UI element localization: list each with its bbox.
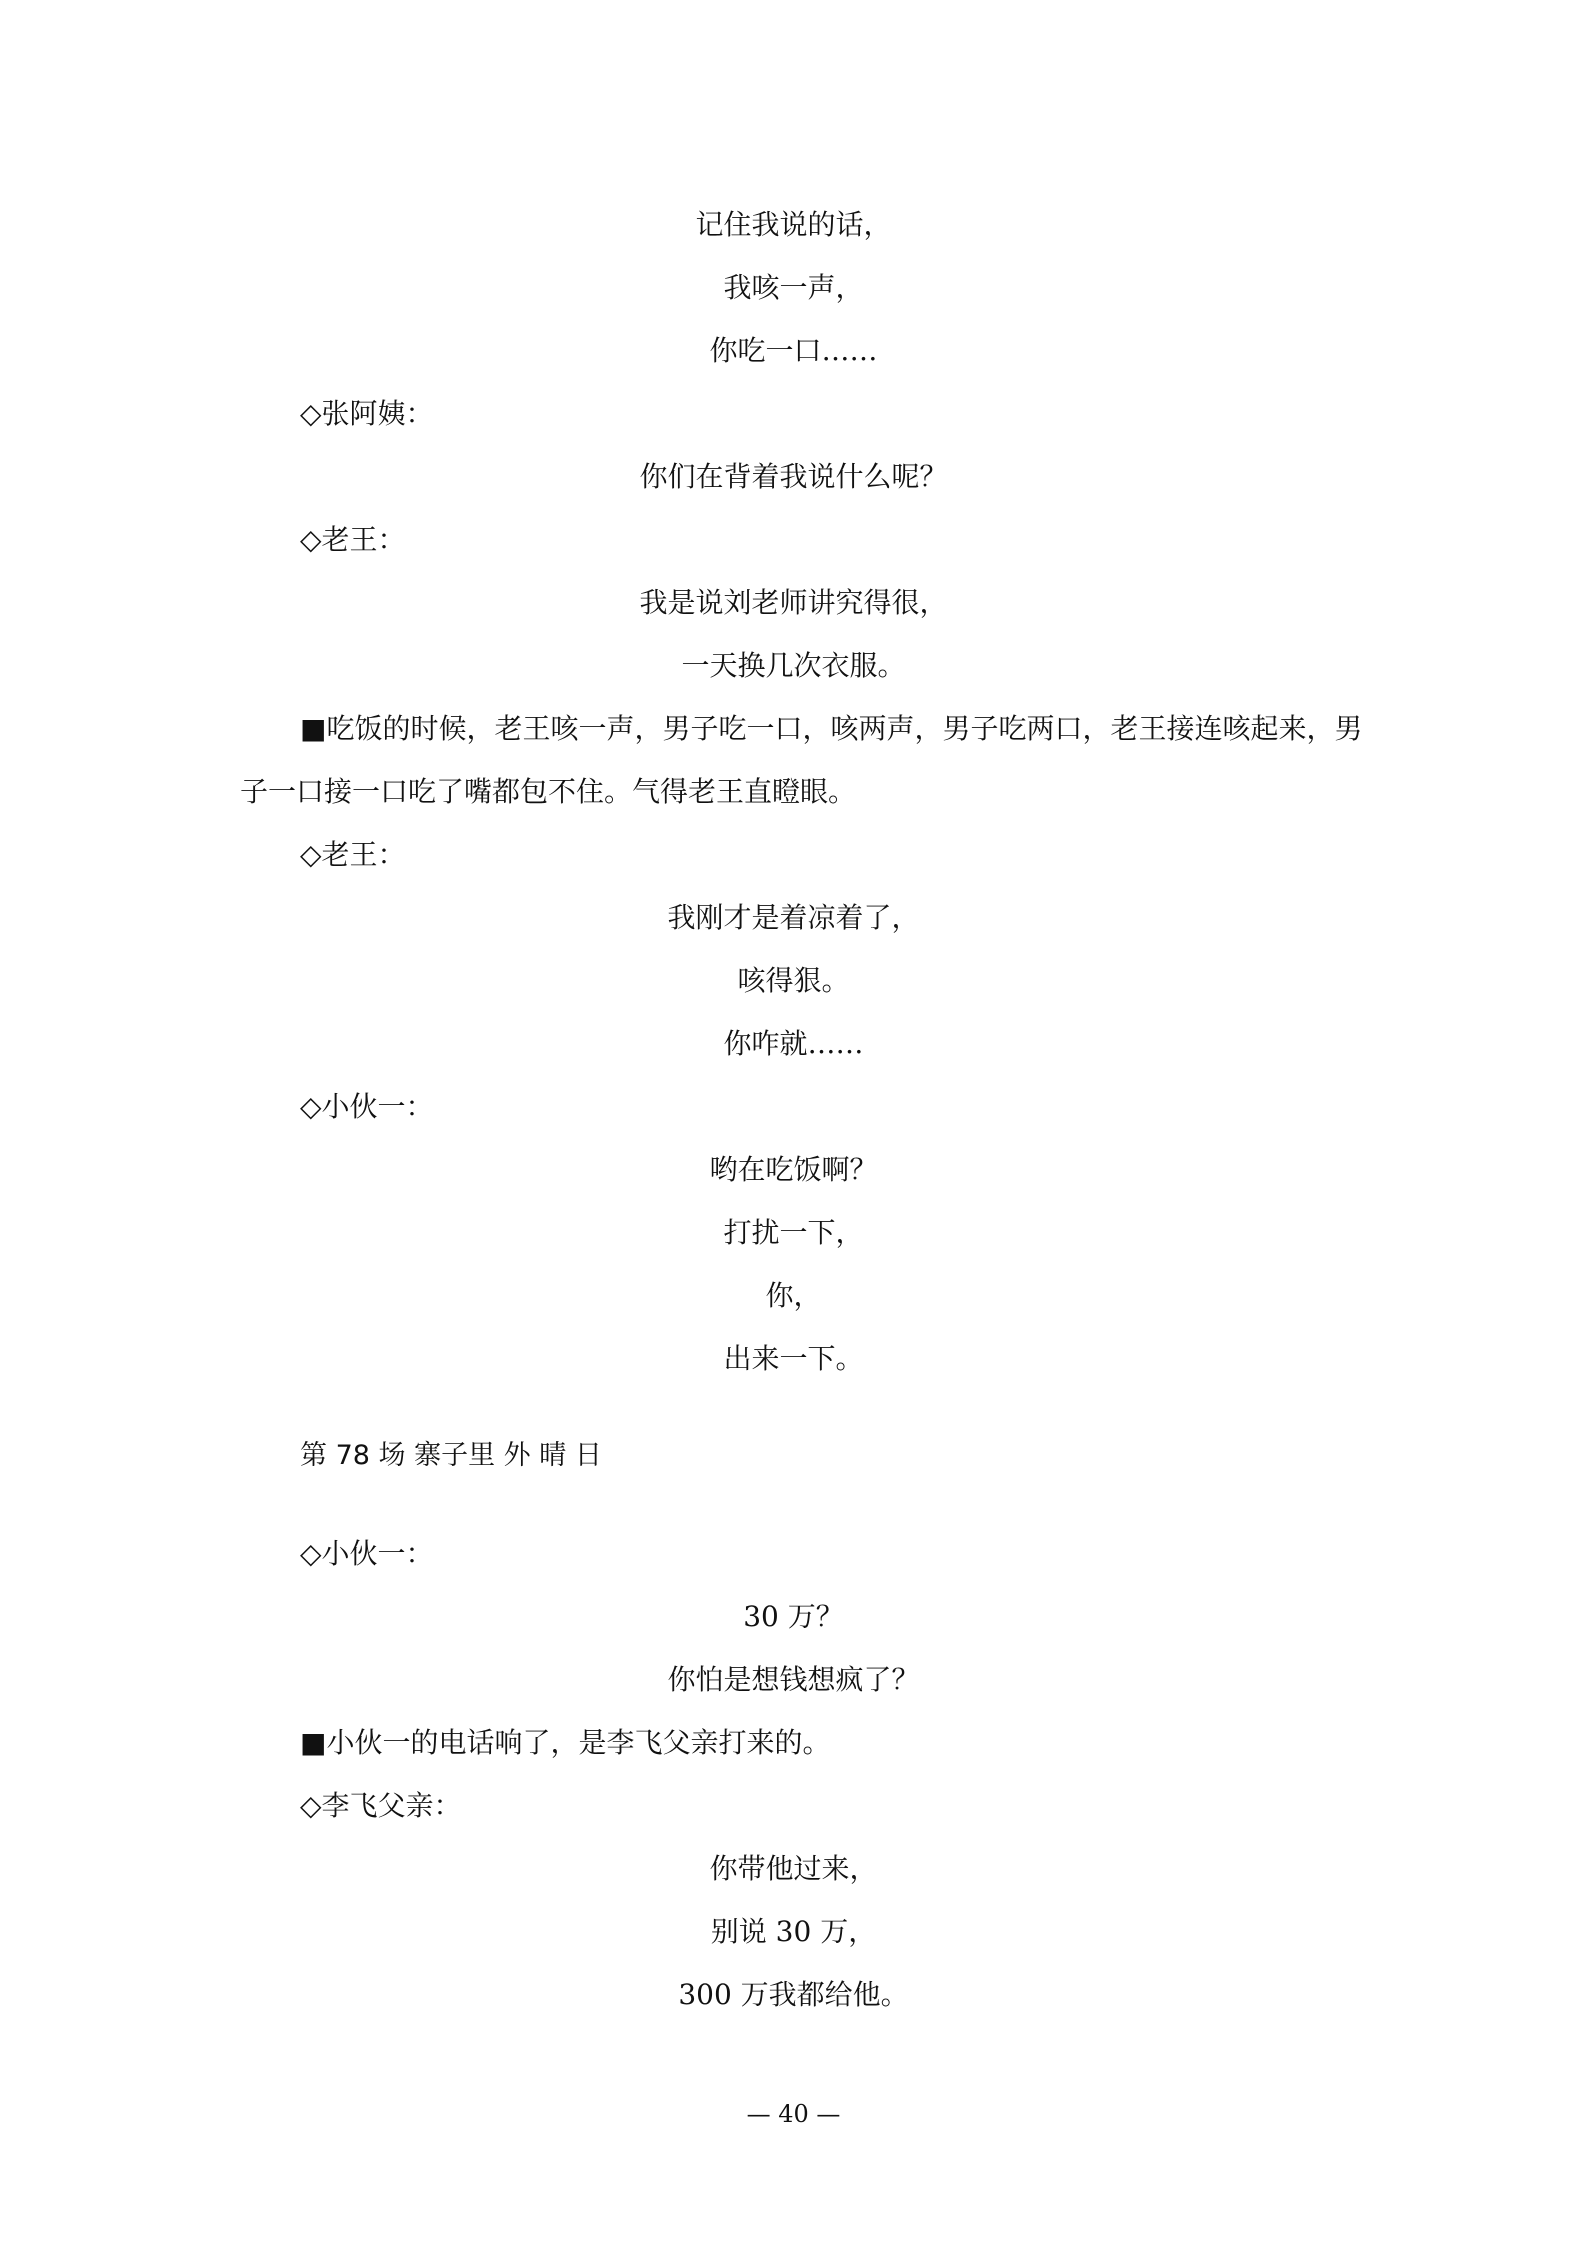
dialogue-line: 300 万我都给他。 (678, 1978, 909, 2011)
dialogue-line: 我咳一声， (723, 271, 864, 304)
dialogue-line: 打扰一下， (723, 1216, 864, 1249)
dialogue-line: 出来一下。 (723, 1342, 864, 1375)
dialogue-line: 记住我说的话， (695, 208, 892, 241)
dialogue-line: 你咋就…… (723, 1027, 864, 1060)
dialogue-line: 你带他过来， (709, 1852, 878, 1885)
speaker-label: ◇张阿姨： (300, 397, 434, 430)
dialogue-line: 你吃一口…… (709, 334, 878, 367)
dialogue-line: 我刚才是着凉着了， (667, 901, 920, 934)
dialogue-line: 咳得狠。 (737, 964, 850, 997)
speaker-label: ◇小伙一： (300, 1090, 434, 1123)
action-paragraph: ■吃饭的时候，老王咳一声，男子吃一口，咳两声，男子吃两口，老王接连咳起来，男 (300, 712, 1363, 745)
speaker-label: ◇小伙一： (300, 1537, 434, 1570)
dialogue-line: 你怕是想钱想疯了？ (667, 1663, 920, 1696)
dialogue-line: 你， (765, 1279, 822, 1312)
speaker-label: ◇老王： (300, 838, 406, 871)
dialogue-line: 30 万？ (743, 1600, 844, 1633)
dialogue-line: 一天换几次衣服。 (681, 649, 906, 682)
speaker-label: ◇李飞父亲： (300, 1789, 462, 1822)
page-number: — 40 — (746, 2100, 841, 2128)
dialogue-line: 哟在吃饭啊？ (709, 1153, 878, 1186)
scene-heading: 第 78 场 寨子里 外 晴 日 (300, 1440, 602, 1471)
action-paragraph-continued: 子一口接一口吃了嘴都包不住。气得老王直瞪眼。 (240, 775, 857, 808)
dialogue-line: 你们在背着我说什么呢？ (639, 460, 948, 493)
dialogue-line: 我是说刘老师讲究得很， (639, 586, 948, 619)
action-paragraph: ■小伙一的电话响了，是李飞父亲打来的。 (300, 1726, 831, 1759)
dialogue-line: 别说 30 万， (710, 1915, 877, 1948)
speaker-label: ◇老王： (300, 523, 406, 556)
